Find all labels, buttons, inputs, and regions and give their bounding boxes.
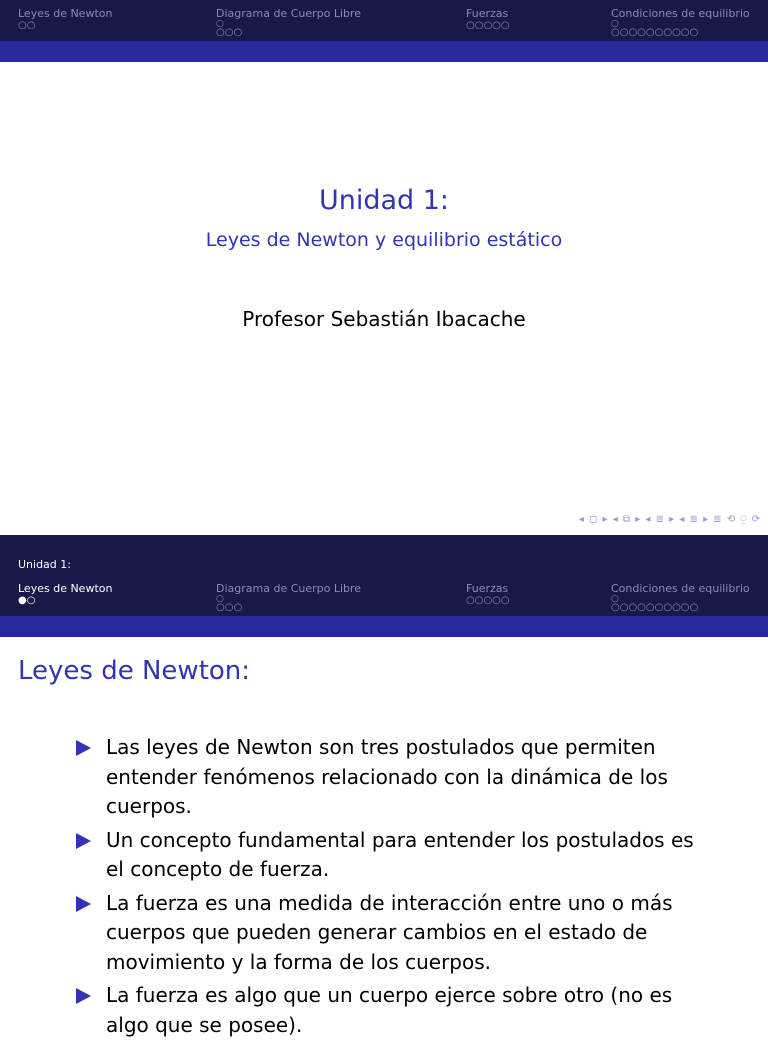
nav-dots-diagrama[interactable] [216, 596, 242, 613]
nav-dot-sub: ○ [216, 19, 224, 29]
nav-section-leyes-de-newton[interactable]: Leyes de Newton [18, 7, 113, 20]
nav-dot-sub: ○ [611, 19, 619, 29]
nav-dot-row: ○○○○○○○○○○ [611, 27, 699, 38]
header-stripe [0, 41, 768, 62]
bullet-item [0, 981, 768, 1040]
nav-dot-row: ○○○○○○○○○○ [611, 602, 699, 613]
nav-section-diagrama[interactable]: Diagrama de Cuerpo Libre [216, 7, 362, 20]
bullet-text: Un concepto fundamental para entender los postulados es el concepto de fuerza. [106, 827, 694, 881]
content-slide [0, 535, 768, 1037]
header-unit-title: Unidad 1: [18, 558, 71, 571]
nav-dots-diagrama[interactable] [216, 21, 242, 38]
bullet-list [0, 733, 768, 1044]
section-navigation-bar [0, 0, 768, 41]
nav-section-fuerzas[interactable]: Fuerzas [466, 582, 509, 595]
nav-dots-condiciones[interactable] [611, 21, 698, 38]
nav-dots-condiciones[interactable] [611, 596, 698, 613]
header-stripe [0, 616, 768, 637]
slide-subtitle: Leyes de Newton y equilibrio estático [205, 229, 563, 251]
nav-section-diagrama[interactable]: Diagrama de Cuerpo Libre [216, 582, 362, 595]
nav-dots-leyes-de-newton[interactable]: ●○ [18, 595, 36, 606]
beamer-navigation-icons[interactable]: ◂ ◻ ▸ ◂ ⧉ ▸ ◂ ≣ ▸ ◂ ≣ ▸ ≣ ⟲ ⍜ ⟳ [578, 514, 760, 525]
triangle-bullet-icon [76, 896, 91, 912]
nav-section-condiciones[interactable]: Condiciones de equilibrio [611, 7, 750, 20]
bullet-text: La fuerza es algo que un cuerpo ejerce sobre otro (no es algo que se posee). [106, 983, 673, 1037]
bullet-text: La fuerza es una medida de interacción entre uno o más cuerpos que pueden generar cambios en el estado de movimiento y la forma de los cuerpos. [106, 890, 673, 974]
nav-dot-row: ○○○ [216, 27, 243, 38]
nav-section-fuerzas[interactable]: Fuerzas [466, 7, 509, 20]
nav-dots-fuerzas[interactable]: ○○○○○ [466, 20, 510, 31]
triangle-bullet-icon [76, 833, 91, 849]
bullet-text: Las leyes de Newton son tres postulados que permiten entender fenómenos relacionado con la dinámica de los cuerpos. [106, 735, 668, 818]
nav-section-condiciones[interactable]: Condiciones de equilibrio [611, 582, 750, 595]
author-name: Profesor Sebastián Ibacache [242, 307, 526, 331]
triangle-bullet-icon [76, 988, 91, 1004]
triangle-bullet-icon [76, 740, 91, 756]
nav-dot-row: ○○○ [216, 602, 243, 613]
section-navigation-bar [0, 535, 768, 616]
nav-dot-sub: ○ [611, 594, 619, 604]
nav-dot-sub: ○ [216, 594, 224, 604]
bullet-item [0, 889, 768, 978]
nav-dots-leyes-de-newton[interactable]: ○○ [18, 20, 36, 31]
nav-section-leyes-de-newton[interactable]: Leyes de Newton [18, 582, 113, 595]
bullet-item [0, 733, 768, 822]
nav-dots-fuerzas[interactable]: ○○○○○ [466, 595, 510, 606]
bullet-item [0, 826, 768, 885]
slide-title: Unidad 1: [318, 185, 450, 216]
frame-title: Leyes de Newton: [18, 656, 251, 686]
